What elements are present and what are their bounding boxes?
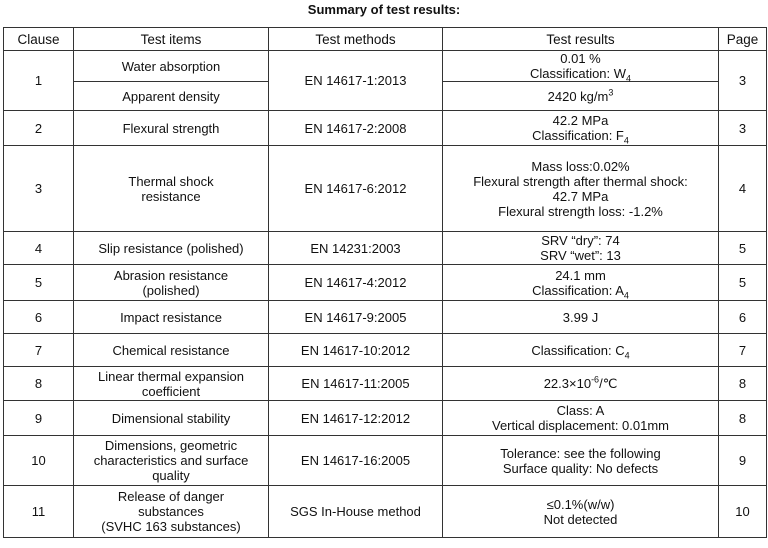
- result-line: Mass loss:0.02%: [531, 158, 630, 174]
- page-cell: 5: [719, 265, 767, 301]
- table-row: [4, 111, 767, 146]
- result-line: 42.7 MPa: [552, 188, 609, 204]
- result-cell: [443, 401, 719, 436]
- table-row: [4, 367, 767, 401]
- clause-cell: 1: [4, 51, 74, 111]
- result-unit: /℃: [599, 376, 618, 391]
- result-line: SRV “wet”: 13: [540, 248, 621, 263]
- result-line: Flexural strength after thermal shock:: [473, 173, 688, 189]
- header-clause: Clause: [4, 28, 74, 51]
- item-text: Dimensions, geometric characteristics and surface quality: [93, 438, 249, 483]
- page-cell: 8: [719, 367, 767, 401]
- result-line: SRV “dry”: 74: [541, 233, 620, 248]
- result-line: 0.01 %: [560, 51, 601, 66]
- result-cell: 3.99 J: [443, 301, 719, 334]
- table-header: [4, 28, 767, 51]
- clause-cell: 4: [4, 232, 74, 265]
- item-cell: Chemical resistance: [74, 334, 269, 367]
- clause-cell: 8: [4, 367, 74, 401]
- clause-cell: 3: [4, 146, 74, 232]
- item-cell: Apparent density: [74, 82, 269, 111]
- clause-cell: 9: [4, 401, 74, 436]
- subscript: 4: [624, 350, 630, 361]
- superscript: 3: [608, 87, 614, 98]
- page-cell: 10: [719, 486, 767, 538]
- item-cell: Water absorption: [74, 51, 269, 82]
- method-cell: EN 14617-4:2012: [269, 265, 443, 301]
- page-cell: 3: [719, 51, 767, 111]
- page-cell: 6: [719, 301, 767, 334]
- header-test-results: Test results: [443, 28, 719, 51]
- item-cell: [74, 367, 269, 401]
- result-cell: [443, 111, 719, 146]
- clause-cell: 5: [4, 265, 74, 301]
- clause-cell: 6: [4, 301, 74, 334]
- method-cell: SGS In-House method: [269, 486, 443, 538]
- table-row: [4, 486, 767, 538]
- result-line: Tolerance: see the following: [500, 445, 661, 461]
- subscript: 4: [623, 135, 629, 146]
- table-row: [4, 334, 767, 367]
- table-row: [4, 265, 767, 301]
- result-line: 42.2 MPa: [552, 113, 609, 128]
- result-line: Surface quality: No defects: [502, 460, 659, 476]
- result-cell: [443, 232, 719, 265]
- result-line: 22.3×10: [543, 376, 592, 391]
- result-cell: [443, 265, 719, 301]
- page-cell: 4: [719, 146, 767, 232]
- method-cell: EN 14617-1:2013: [269, 51, 443, 111]
- item-cell: [74, 146, 269, 232]
- item-cell: Impact resistance: [74, 301, 269, 334]
- result-cell: [443, 82, 719, 111]
- clause-cell: 2: [4, 111, 74, 146]
- test-results-table: [3, 27, 767, 538]
- subscript: 4: [623, 290, 629, 301]
- method-cell: EN 14617-9:2005: [269, 301, 443, 334]
- item-cell: [74, 436, 269, 486]
- header-test-methods: Test methods: [269, 28, 443, 51]
- result-line: Classification: F: [532, 128, 624, 143]
- result-cell: [443, 334, 719, 367]
- page-cell: 9: [719, 436, 767, 486]
- item-cell: Flexural strength: [74, 111, 269, 146]
- result-line: Classification: W: [529, 66, 627, 81]
- method-cell: EN 14617-11:2005: [269, 367, 443, 401]
- result-line: 24.1 mm: [555, 267, 606, 283]
- result-cell: [443, 436, 719, 486]
- page-cell: 3: [719, 111, 767, 146]
- result-cell: [443, 367, 719, 401]
- page-title: Summary of test results:: [307, 2, 461, 17]
- result-line: Classification: C: [531, 342, 625, 358]
- method-cell: EN 14617-16:2005: [269, 436, 443, 486]
- result-cell: [443, 486, 719, 538]
- header-test-items: Test items: [74, 28, 269, 51]
- table-row: [4, 301, 767, 334]
- table-row: [4, 51, 767, 82]
- item-cell: [74, 486, 269, 538]
- page-cell: 8: [719, 401, 767, 436]
- method-cell: EN 14617-10:2012: [269, 334, 443, 367]
- superscript: -6: [591, 374, 600, 385]
- item-text: Abrasion resistance (polished): [113, 267, 229, 298]
- item-cell: Slip resistance (polished): [74, 232, 269, 265]
- table-row: [4, 401, 767, 436]
- result-cell: [443, 146, 719, 232]
- subscript: 4: [626, 73, 632, 84]
- method-cell: EN 14231:2003: [269, 232, 443, 265]
- page-cell: 5: [719, 232, 767, 265]
- table-row: [4, 232, 767, 265]
- table-row: [4, 146, 767, 232]
- result-cell: [443, 51, 719, 82]
- method-cell: EN 14617-6:2012: [269, 146, 443, 232]
- item-text: (SVHC 163 substances): [101, 519, 241, 534]
- result-line: Class: A: [556, 403, 605, 418]
- page-cell: 7: [719, 334, 767, 367]
- item-cell: Dimensional stability: [74, 401, 269, 436]
- clause-cell: 10: [4, 436, 74, 486]
- table-row: [4, 436, 767, 486]
- result-line: Flexural strength loss: -1.2%: [498, 203, 663, 219]
- header-page: Page: [719, 28, 767, 51]
- result-line: 2420 kg/m: [547, 88, 609, 104]
- clause-cell: 7: [4, 334, 74, 367]
- item-text: Release of danger substances: [117, 489, 225, 519]
- result-line: ≤0.1%(w/w): [546, 496, 615, 512]
- clause-cell: 11: [4, 486, 74, 538]
- item-text: Linear thermal expansion coefficient: [98, 368, 244, 399]
- method-cell: EN 14617-12:2012: [269, 401, 443, 436]
- item-cell: [74, 265, 269, 301]
- result-line: Vertical displacement: 0.01mm: [491, 418, 670, 433]
- method-cell: EN 14617-2:2008: [269, 111, 443, 146]
- result-line: Not detected: [543, 511, 618, 527]
- result-line: Classification: A: [532, 282, 624, 298]
- item-text: Thermal shock resistance: [128, 173, 214, 204]
